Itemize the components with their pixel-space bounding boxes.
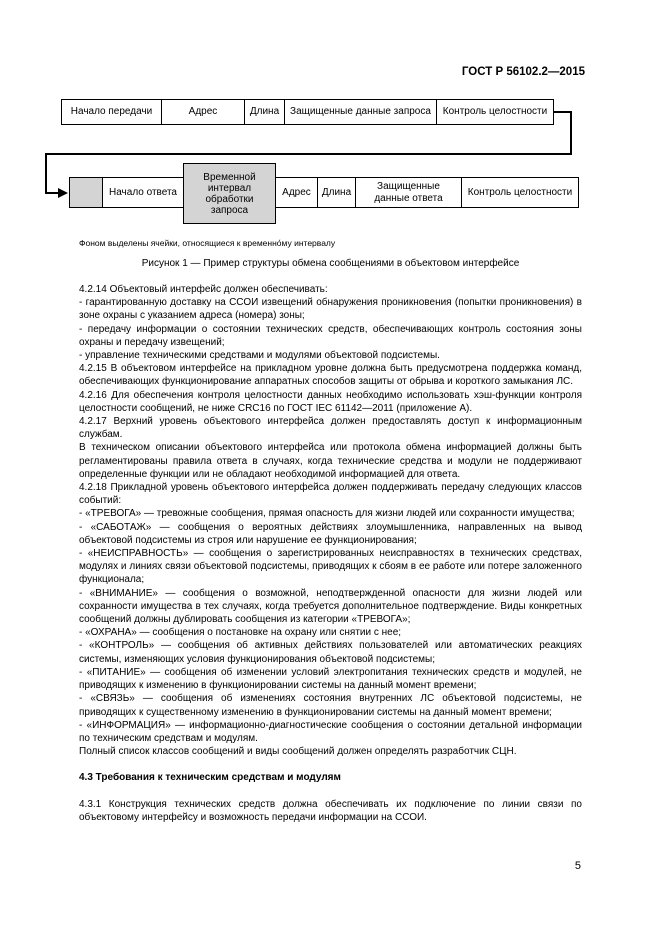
- paragraph: 4.3.1 Конструкция технических средств должна обеспечивать их подключение по линии связи по объектовому интерфейсу и возможность передачи информации на ССОИ.: [79, 798, 582, 823]
- standard-designation: ГОСТ Р 56102.2—2015: [461, 66, 585, 78]
- cell-integrity-control-request: Контроль целостности: [436, 99, 554, 125]
- cell-length-response: Длина: [317, 177, 356, 208]
- figure-caption: Рисунок 1 — Пример структуры обмена сообщениями в объектовом интерфейсе: [141, 258, 520, 269]
- cell-protected-data-response: Защищенные данные ответа: [355, 177, 462, 208]
- paragraph: 4.2.18 Прикладной уровень объектового интерфейса должен поддерживать передачу следующих классов событий:: [79, 482, 582, 507]
- cell-protected-data-request: Защищенные данные запроса: [284, 99, 437, 125]
- section-heading: 4.3 Требования к техническим средствам и модулям: [79, 772, 341, 784]
- paragraph: - «ВНИМАНИЕ» — сообщения о возможной, неподтвержденной опасности для жизни людей или сохранности имущества в тех случаях, когда требуется дополнительное подтверждение. Виды конкретных сообщений должны дублировать сообщения из категории «ТРЕВОГА»;: [79, 587, 582, 626]
- cell-processing-interval: Временной интервал обработки запроса: [183, 163, 276, 224]
- paragraph: - «ИНФОРМАЦИЯ» — информационно-диагностические сообщения о состоянии детальной информации по техническим средствам и модулям.: [79, 719, 582, 744]
- paragraph: - «ОХРАНА» — сообщения о постановке на охрану или снятии с нее;: [79, 627, 402, 639]
- arrow-head-right: [58, 188, 68, 198]
- cell-address-request: Адрес: [161, 99, 245, 125]
- paragraph: Полный список классов сообщений и виды сообщений должен определять разработчик СЦН.: [79, 746, 517, 758]
- paragraph: - гарантированную доставку на ССОИ извещений обнаружения проникновения (попытки проникновения) в зоне охраны с указанием адреса (номера) зоны;: [79, 297, 582, 322]
- cell-start-response: Начало ответа: [102, 177, 184, 208]
- paragraph: 4.2.16 Для обеспечения контроля целостности данных необходимо использовать хэш-функции контроля целостности сообщений, не ниже CRC16 по ГОСТ IEC 61142—2011 (приложение А).: [79, 389, 582, 414]
- paragraph: - «НЕИСПРАВНОСТЬ» — сообщения о зарегистрированных неисправностях в технических средствах, модулях и линиях связи объектовой подсистемы, приводящих к сбоям в ее работе или потере заложенного функционала;: [79, 548, 582, 586]
- cell-length-request: Длина: [244, 99, 285, 125]
- paragraph: 4.2.14 Объектовый интерфейс должен обеспечивать:: [79, 284, 328, 295]
- paragraph: - «КОНТРОЛЬ» — сообщения об активных действиях пользователей или автоматических реакциях системы, изменяющих условия функционирования объектовой подсистемы;: [79, 640, 582, 665]
- page-number: 5: [574, 860, 581, 872]
- paragraph: 4.2.15 В объектовом интерфейсе на прикладном уровне должна быть предусмотрена поддержка команд, обеспечивающих функционирование аппаратных способов защиты от обрыва и короткого замыкания ЛС.: [79, 363, 582, 388]
- figure-note: Фоном выделены ячейки, относящиеся к временно́му интервалу: [79, 238, 336, 248]
- cell-start-transmission: Начало передачи: [61, 99, 162, 125]
- paragraph: - «ПИТАНИЕ» — сообщения об изменении условий электропитания технических средств и модулей, не приводящих к изменению в функционировании системы на данный момент времени;: [79, 666, 582, 692]
- paragraph: - «СВЯЗЬ» — сообщения об изменениях состояния внутренних ЛС объектовой подсистемы, не приводящих к существенному изменению в функционировании системы на данный момент времени;: [79, 693, 582, 718]
- cell-empty-shaded: [69, 177, 103, 208]
- document-body: [79, 283, 582, 824]
- paragraph: 4.2.17 Верхний уровень объектового интерфейса должен предоставлять доступ к информационным службам.: [79, 416, 582, 441]
- paragraph: В техническом описании объектового интерфейса или протокола обмена информацией должны быть регламентированы правила ответа в случаях, когда технические средства и модули не поддерживают определенные функции или не обладают необходимой информацией для ответа.: [79, 442, 582, 480]
- paragraph: - «ТРЕВОГА» — тревожные сообщения, прямая опасность для жизни людей или сохранности имущества;: [79, 508, 575, 520]
- paragraph: - передачу информации о состоянии технических средств, обеспечивающих контроль состояния зоны охраны и передачу извещений;: [79, 323, 582, 348]
- paragraph: - «САБОТАЖ» — сообщения о вероятных действиях злоумышленника, направленных на вывод объектовой подсистемы из строя или нарушение ее функционирования;: [79, 521, 582, 546]
- cell-integrity-control-response: Контроль целостности: [461, 177, 579, 208]
- paragraph: - управление техническими средствами и модулями объектовой подсистемы.: [79, 350, 440, 362]
- cell-address-response: Адрес: [275, 177, 318, 208]
